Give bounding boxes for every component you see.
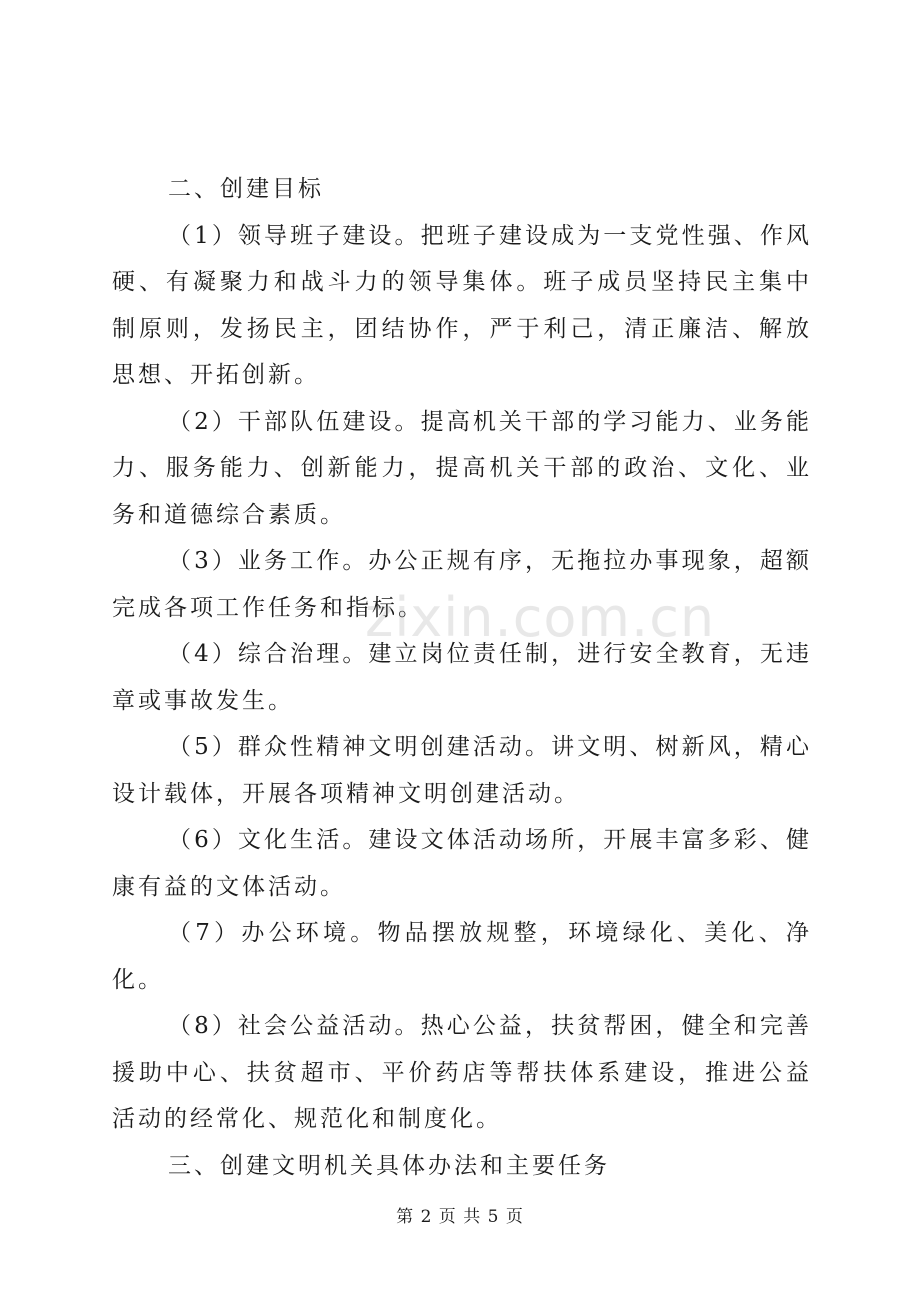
watermark: zixin.com.cn <box>365 586 716 649</box>
document-body <box>112 166 812 1189</box>
paragraph-item-7: （7）办公环境。物品摆放规整，环境绿化、美化、净化。 <box>112 920 812 993</box>
paragraph-item-4: （4）综合治理。建立岗位责任制，进行安全教育，无违章或事故发生。 <box>112 641 812 714</box>
paragraph-item-2: （2）干部队伍建设。提高机关干部的学习能力、业务能力、服务能力、创新能力，提高机关干部的政治、文化、业务和道德综合素质。 <box>112 408 812 528</box>
paragraph-item-1: （1）领导班子建设。把班子建设成为一支党性强、作风硬、有凝聚力和战斗力的领导集体。班子成员坚持民主集中制原则，发扬民主，团结协作，严于利己，清正廉洁、解放思想、开拓创新。 <box>112 222 812 388</box>
paragraph-item-3: （3）业务工作。办公正规有序，无拖拉办事现象，超额完成各项工作任务和指标。 <box>112 548 812 621</box>
paragraph-item-6: （6）文化生活。建设文体活动场所，开展丰富多彩、健康有益的文体活动。 <box>112 827 812 900</box>
paragraph-item-8: （8）社会公益活动。热心公益，扶贫帮困，健全和完善援助中心、扶贫超市、平价药店等帮扶体系建设，推进公益活动的经常化、规范化和制度化。 <box>112 1013 812 1132</box>
paragraph-item-5: （5）群众性精神文明创建活动。讲文明、树新风，精心设计载体，开展各项精神文明创建活动。 <box>112 734 812 807</box>
section-heading-methods: 三、创建文明机关具体办法和主要任务 <box>168 1152 610 1179</box>
page-number-footer: 第 2 页 共 5 页 <box>396 1207 524 1227</box>
section-heading-goals: 二、创建目标 <box>168 176 324 202</box>
